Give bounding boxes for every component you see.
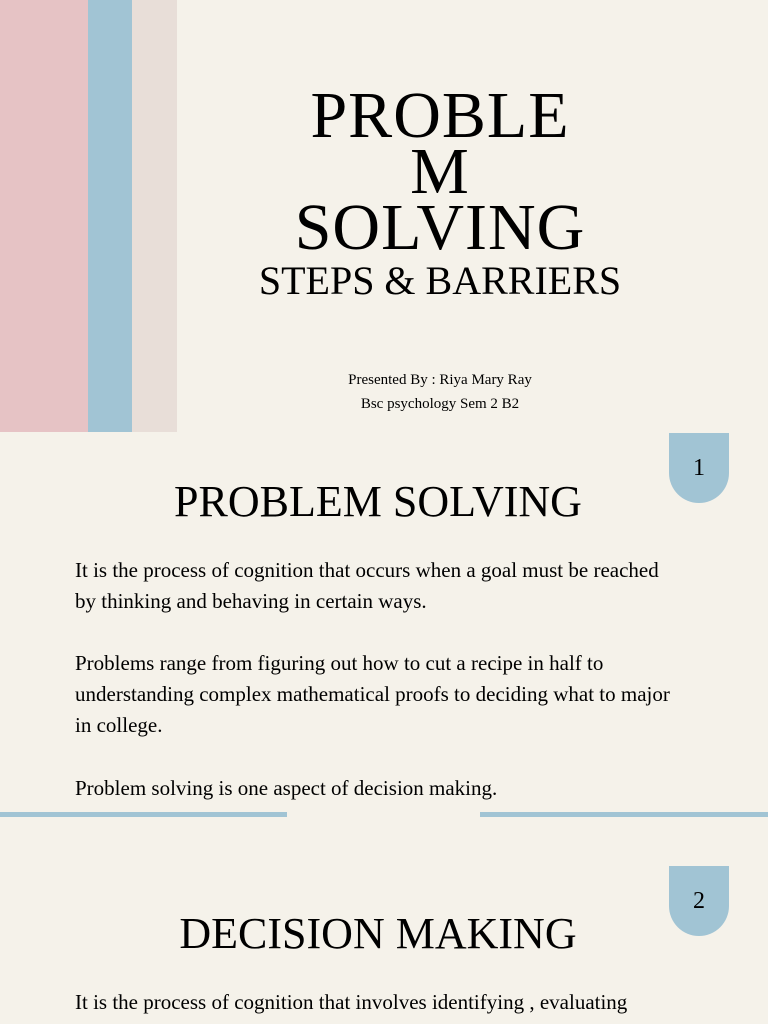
course-text: Bsc psychology Sem 2 B2 xyxy=(360,396,520,412)
body-paragraph: It is the process of cognition that occurs when a goal must be reached by thinking and behaving in certain ways. xyxy=(75,558,659,613)
title-line: M xyxy=(410,135,470,208)
slide-divider-left xyxy=(0,812,287,817)
decorative-stripe-beige xyxy=(132,0,177,432)
slide-number-badge: 2 xyxy=(669,866,729,936)
slide-title xyxy=(238,79,642,264)
section-heading: DECISION MAKING xyxy=(179,909,577,958)
slide-number-badge: 1 xyxy=(669,433,729,503)
slide-divider-right xyxy=(480,812,768,817)
slide-subtitle: STEPS & BARRIERS xyxy=(258,258,622,303)
section-heading: PROBLEM SOLVING xyxy=(174,477,582,526)
decorative-stripe-pink xyxy=(0,0,88,432)
title-line: SOLVING xyxy=(294,191,586,264)
body-paragraph: It is the process of cognition that involves identifying , evaluating xyxy=(75,990,628,1014)
body-paragraph: Problem solving is one aspect of decision making. xyxy=(75,776,498,800)
presenter-info xyxy=(290,368,590,416)
decorative-stripe-blue xyxy=(88,0,132,432)
body-paragraph: Problems range from figuring out how to cut a recipe in half to understanding complex mathematical proofs to deciding what to major in college. xyxy=(75,651,670,737)
presented-by-text: Presented By : Riya Mary Ray xyxy=(348,372,532,388)
title-line: PROBLE xyxy=(310,79,570,152)
